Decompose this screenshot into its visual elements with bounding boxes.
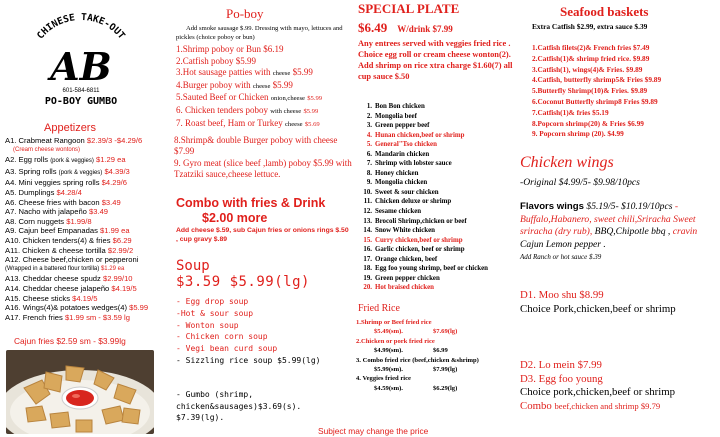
special-plate-title: SPECIAL PLATE	[358, 1, 460, 16]
soup-price: $3.59 $5.99(lg)	[176, 274, 310, 290]
list-item: A4. Mini veggies spring rolls $4.29/6	[5, 178, 128, 188]
list-item: A12. Cheese beef,chicken or pepperoni	[5, 255, 139, 265]
wings-title: Chicken wings	[520, 154, 614, 171]
restaurant-logo	[22, 6, 140, 110]
logo-phone: 601-584-6811	[62, 88, 100, 94]
list-item: 2. Mongolia beef	[366, 112, 417, 120]
list-item: - Vegi bean curd soup	[176, 344, 278, 354]
list-item: - Egg drop soup	[176, 297, 249, 306]
list-item: 7. Roast beef, Ham or Turkey cheese $5.69	[176, 117, 320, 128]
list-item: 4. Hunan chicken,beef or shrimp	[366, 131, 465, 139]
list-item: A8. Corn nuggets $1.99/8	[5, 216, 92, 226]
list-item: 6. Chicken tenders poboy with cheese $5.99	[176, 104, 319, 115]
special-plate-column	[352, 0, 516, 437]
lo-mein-egg-foo-young-items: D2. Lo mein $7.99 D3. Egg foo young Choice pork,chicken,beef or shrimp Combo beef,chicken and shrimp $9.79	[520, 359, 676, 412]
special-plate-list	[358, 102, 518, 293]
list-item: 1.Shrimp poboy or Bun $6.19	[176, 44, 284, 54]
list-item: 3. Green pepper beef	[366, 122, 430, 130]
list-item: A9. Cajun beef Empanadas $1.99 ea	[5, 226, 130, 236]
list-item: A13. Cheddar cheese spudz $2.99/10	[5, 274, 133, 284]
svg-text:CHINESE TAKE-OUT	[35, 12, 127, 42]
list-item: 5.Sauted Beef or Chicken onion,cheese $5.99	[176, 92, 323, 103]
food-photo	[6, 350, 154, 434]
poboy-extra	[174, 135, 356, 181]
list-item: 4.Burger poboy with cheese $5.99	[176, 79, 293, 90]
logo-initials: AB	[50, 44, 112, 89]
list-item: 8.Popcorn shrimp(20) & Fries $6.99	[532, 118, 644, 128]
appetizers-list	[5, 136, 171, 322]
list-item: A7. Nacho with jalapeño $3.49	[5, 207, 109, 217]
list-item-sub: (Wrapped in a battered flour tortilla) $1.29 ea	[5, 265, 125, 272]
list-item: 10. Sweet & sour chicken	[363, 188, 439, 196]
list-item: 7. Shrimp with lobster sauce	[366, 160, 452, 168]
list-item: 2.Catfish(1)& shrimp fried rice. $9.89	[532, 53, 650, 63]
list-item: 5.Butterfly Shrimp(10)& Fries. $9.89	[532, 86, 648, 96]
soup-title: Soup	[176, 258, 210, 274]
list-item: 4. Veggies fried rice $4.59(sm). $6.29(lg)	[356, 375, 458, 392]
price-disclaimer: Subject may change the price	[318, 426, 429, 436]
moo-shu-item: D1. Moo shu $8.99 Choice Pork,chicken,beef or shrimp	[520, 289, 676, 315]
list-item: 2.Catfish poboy $5.99	[176, 55, 256, 66]
list-item: 17. Orange chicken, beef	[363, 255, 438, 263]
seafood-note: Extra Catfish $2.99, extra sauce $.39	[532, 22, 648, 31]
list-item: 1.Shrimp or Beef fried rice $5.49(sm). $7.69(lg)	[356, 319, 458, 336]
list-item: -Hot & sour soup	[176, 308, 254, 318]
list-item: A15. Cheese sticks $4.19/5	[5, 293, 98, 303]
logo-bottom-text: PO-BOY GUMBO	[44, 96, 118, 107]
poboy-note: Add smoke sausage $.99. Dressing with mayo, lettuces and pickles (choice poboy or bun)	[176, 25, 343, 41]
list-item: - Sizzling rice soup $5.99(lg)	[176, 355, 321, 365]
list-item-sub: (Cream cheese wontons)	[13, 146, 81, 153]
list-item: 9. Popcorn shrimp (20). $4.99	[532, 129, 624, 139]
list-item: 3. Combo fried rice (beef,chicken &shrimp) $5.99(sm). $7.99(lg)	[356, 356, 479, 374]
appetizers-title: Appetizers	[44, 122, 96, 134]
list-item: A3. Spring rolls (pork & veggies) $4.39/3	[5, 166, 130, 176]
list-item: - Wonton soup	[176, 320, 239, 330]
appetizers-column	[0, 0, 168, 437]
list-item: 13. Brocoli Shrimp,chicken or beef	[363, 217, 467, 225]
flavors-wings: Flavors wings $5.19/5- $10.19/10pcs -Buffalo,Habanero, sweet chili,Sriracha Sweet sriracha (dry rub), BBQ,Chipotle bbq , cravin Cajun Lemon pepper . Add Ranch or hot sauce $.39	[520, 201, 698, 262]
list-item: 2.Chicken or pork fried rice $4.99(sm). $6.99	[356, 337, 448, 355]
combo-note: Add cheese $.59, sub Cajun fries or onions rings $.50 , cup gravy $.89	[176, 227, 349, 243]
list-item: 3.Hot sausage patties with cheese $5.99	[176, 67, 313, 78]
list-item: 4.Catfish, butterfly shrimp5& Fries $9.89	[532, 75, 662, 85]
seafood-column	[516, 0, 720, 437]
list-item: A2. Egg rolls (pork & veggies) $1.29 ea	[5, 155, 126, 165]
list-item: 15. Curry chicken,beef or shrimp	[363, 236, 463, 244]
list-item: 3.Catfish(1), wings(4)& Fries. $9.89	[532, 64, 643, 74]
special-plate-note: Any entrees served with veggies fried rice . Choice egg roll or cream cheese wonton(2). Add shrimp on rice xtra charge $1.60(7) all cup sauce $.50	[358, 39, 513, 81]
combo-title: Combo with fries & Drink $2.00 more	[176, 196, 326, 225]
list-item: A17. French fries $1.99 sm - $3.59 lg	[5, 312, 130, 322]
poboy-column	[170, 0, 352, 437]
list-item: 8. Honey chicken	[366, 169, 419, 177]
fried-rice-title: Fried Rice	[358, 303, 400, 314]
list-item: 5. General"Tso chicken	[366, 141, 437, 149]
list-item: 9. Mongolia chicken	[366, 179, 428, 187]
poboy-list	[176, 44, 356, 130]
poboy-title: Po-boy	[226, 6, 264, 21]
list-item: A6. Cheese fries with bacon $3.49	[5, 197, 121, 207]
poboy-item-8: 8.Shrimp& double Burger poboy with cheese $7.99	[174, 135, 338, 157]
seafood-list	[532, 43, 661, 140]
list-item: 20. Hot braised chicken	[363, 284, 434, 292]
list-item: A11. Chicken & cheese tortilla $2.99/2	[5, 245, 134, 255]
list-item: - Chicken corn soup	[176, 332, 268, 342]
list-item: A10. Chicken tenders(4) & fries $6.29	[5, 235, 132, 245]
list-item: 16. Garlic chicken, beef or shrimp	[363, 246, 465, 254]
gumbo-item: - Gumbo (shrimp, chicken&sausages)$3.69(s). $7.39(lg).	[176, 390, 302, 423]
list-item: 14. Snow White chicken	[363, 227, 435, 235]
list-item: 1.Catfish filets(2)& French fries $7.49	[532, 43, 650, 52]
list-item: 7.Catfish(1)& fries $5.19	[532, 107, 609, 117]
wings-original: -Original $4.99/5- $9.98/10pcs	[520, 177, 640, 188]
list-item: A16. Wings(4)& potatoes wedges(4) $5.99	[5, 303, 149, 313]
list-item: A14. Cheddar cheese jalapeño $4.19/5	[5, 283, 137, 293]
fried-rice-list	[356, 318, 516, 393]
list-item: 6.Coconut Butterfly shrimp8 Fries $9.89	[532, 96, 658, 106]
list-item: 6. Mandarin chicken	[366, 150, 430, 158]
list-item: 19. Green pepper chicken	[363, 274, 440, 282]
list-item: 1. Bon Bon chicken	[366, 103, 425, 110]
soup-list	[176, 296, 321, 367]
logo-top-text: CHINESE TAKE-OUT	[35, 11, 127, 42]
special-plate-price: $6.49 W/drink $7.99	[358, 20, 453, 35]
cajun-fries-price: Cajun fries $2.59 sm - $3.99lg	[14, 336, 126, 346]
seafood-title: Seafood baskets	[560, 4, 649, 19]
list-item: 18. Egg foo young shrimp, beef or chicken	[363, 265, 488, 273]
poboy-item-9: 9. Gyro meat (slice beef ,lamb) poboy $5.99 with Tzatziki sauce,cheese lettuce.	[174, 157, 352, 180]
list-item: A5. Dumplings $4.28/4	[5, 187, 82, 197]
list-item: 12. Sesame chicken	[363, 208, 422, 216]
list-item: 11. Chicken deluxe or shrimp	[363, 198, 452, 206]
list-item: A1. Crabmeat Rangoon $2.39/3 -$4.29/6	[5, 136, 143, 145]
